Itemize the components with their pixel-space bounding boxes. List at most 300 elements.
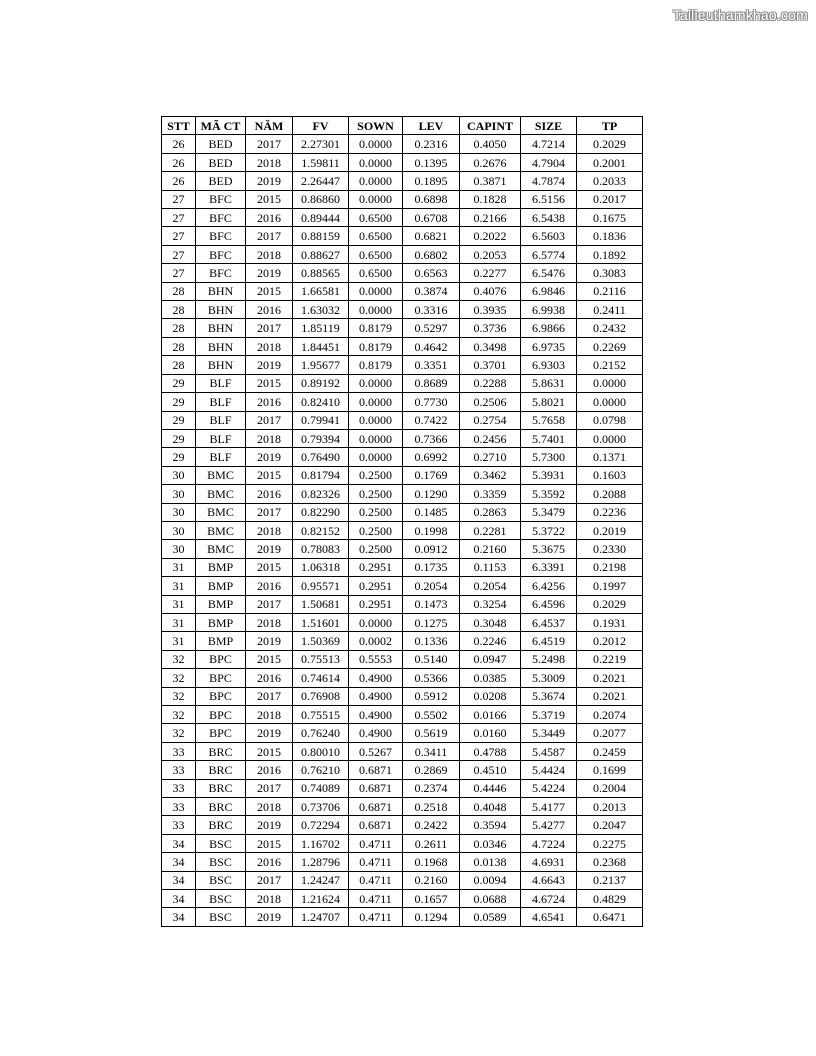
- table-row: [162, 282, 643, 300]
- cell-capint: 0.4446: [460, 779, 521, 797]
- table-row: [162, 871, 643, 889]
- cell-nam: 2018: [246, 245, 293, 263]
- cell-tp: 0.2001: [577, 153, 643, 171]
- cell-lev: 0.1895: [403, 172, 460, 190]
- cell-fv: 0.82326: [293, 485, 349, 503]
- cell-capint: 0.0138: [460, 853, 521, 871]
- cell-lev: 0.7422: [403, 411, 460, 429]
- cell-capint: 0.3871: [460, 172, 521, 190]
- cell-capint: 0.3254: [460, 595, 521, 613]
- table-row: [162, 337, 643, 355]
- cell-sown: 0.6871: [349, 798, 403, 816]
- cell-tp: 0.2137: [577, 871, 643, 889]
- cell-size: 4.7904: [521, 153, 577, 171]
- cell-ma-ct: BFC: [196, 190, 246, 208]
- cell-sown: 0.0000: [349, 282, 403, 300]
- cell-fv: 0.81794: [293, 466, 349, 484]
- cell-capint: 0.0094: [460, 871, 521, 889]
- cell-stt: 34: [162, 834, 196, 852]
- table-row: [162, 724, 643, 742]
- cell-size: 5.3009: [521, 669, 577, 687]
- cell-sown: 0.0000: [349, 411, 403, 429]
- cell-capint: 0.2166: [460, 209, 521, 227]
- cell-lev: 0.2869: [403, 761, 460, 779]
- cell-stt: 26: [162, 172, 196, 190]
- cell-lev: 0.6563: [403, 264, 460, 282]
- cell-ma-ct: BFC: [196, 227, 246, 245]
- cell-lev: 0.1294: [403, 908, 460, 926]
- cell-size: 6.4537: [521, 613, 577, 631]
- cell-fv: 0.75513: [293, 650, 349, 668]
- cell-capint: 0.2676: [460, 153, 521, 171]
- cell-sown: 0.0002: [349, 632, 403, 650]
- column-header-size: SIZE: [521, 117, 577, 135]
- cell-lev: 0.5502: [403, 706, 460, 724]
- cell-ma-ct: BHN: [196, 301, 246, 319]
- cell-size: 4.6931: [521, 853, 577, 871]
- cell-tp: 0.0000: [577, 429, 643, 447]
- cell-nam: 2017: [246, 595, 293, 613]
- cell-size: 6.4519: [521, 632, 577, 650]
- cell-ma-ct: BMP: [196, 595, 246, 613]
- cell-nam: 2015: [246, 374, 293, 392]
- cell-fv: 1.59811: [293, 153, 349, 171]
- cell-nam: 2016: [246, 577, 293, 595]
- cell-tp: 0.2012: [577, 632, 643, 650]
- cell-lev: 0.1290: [403, 485, 460, 503]
- cell-tp: 0.2116: [577, 282, 643, 300]
- cell-sown: 0.0000: [349, 393, 403, 411]
- cell-tp: 0.2275: [577, 834, 643, 852]
- cell-tp: 0.2074: [577, 706, 643, 724]
- cell-ma-ct: BSC: [196, 871, 246, 889]
- cell-fv: 0.88627: [293, 245, 349, 263]
- cell-lev: 0.3874: [403, 282, 460, 300]
- cell-tp: 0.0000: [577, 374, 643, 392]
- table-row: [162, 521, 643, 539]
- cell-fv: 1.16702: [293, 834, 349, 852]
- cell-stt: 33: [162, 816, 196, 834]
- column-header-nam: NĂM: [246, 117, 293, 135]
- cell-fv: 1.95677: [293, 356, 349, 374]
- cell-lev: 0.6708: [403, 209, 460, 227]
- table-row: [162, 595, 643, 613]
- cell-sown: 0.4900: [349, 724, 403, 742]
- cell-fv: 1.24707: [293, 908, 349, 926]
- cell-capint: 0.2506: [460, 393, 521, 411]
- cell-tp: 0.2021: [577, 669, 643, 687]
- cell-capint: 0.2022: [460, 227, 521, 245]
- cell-stt: 32: [162, 669, 196, 687]
- cell-ma-ct: BFC: [196, 264, 246, 282]
- cell-lev: 0.2374: [403, 779, 460, 797]
- cell-tp: 0.0000: [577, 393, 643, 411]
- cell-nam: 2017: [246, 503, 293, 521]
- watermark-text: Tailieuthamkhao.com: [672, 7, 808, 23]
- cell-stt: 33: [162, 798, 196, 816]
- cell-ma-ct: BED: [196, 172, 246, 190]
- cell-size: 6.9303: [521, 356, 577, 374]
- cell-stt: 28: [162, 356, 196, 374]
- cell-size: 5.4277: [521, 816, 577, 834]
- cell-stt: 27: [162, 209, 196, 227]
- cell-stt: 33: [162, 742, 196, 760]
- cell-nam: 2015: [246, 190, 293, 208]
- cell-lev: 0.6898: [403, 190, 460, 208]
- cell-lev: 0.5619: [403, 724, 460, 742]
- cell-sown: 0.6500: [349, 209, 403, 227]
- cell-fv: 0.75515: [293, 706, 349, 724]
- table-row: [162, 761, 643, 779]
- cell-nam: 2018: [246, 890, 293, 908]
- cell-tp: 0.2432: [577, 319, 643, 337]
- cell-size: 6.5438: [521, 209, 577, 227]
- table-row: [162, 798, 643, 816]
- header-row: [162, 117, 643, 135]
- cell-ma-ct: BRC: [196, 742, 246, 760]
- table-row: [162, 393, 643, 411]
- cell-lev: 0.2611: [403, 834, 460, 852]
- table-row: [162, 356, 643, 374]
- cell-capint: 0.3359: [460, 485, 521, 503]
- cell-size: 4.7874: [521, 172, 577, 190]
- cell-fv: 0.74614: [293, 669, 349, 687]
- cell-size: 5.2498: [521, 650, 577, 668]
- cell-tp: 0.2029: [577, 595, 643, 613]
- cell-ma-ct: BMP: [196, 632, 246, 650]
- cell-nam: 2019: [246, 908, 293, 926]
- table-row: [162, 153, 643, 171]
- cell-nam: 2016: [246, 853, 293, 871]
- cell-nam: 2017: [246, 411, 293, 429]
- cell-tp: 0.1892: [577, 245, 643, 263]
- cell-tp: 0.2330: [577, 540, 643, 558]
- cell-nam: 2016: [246, 669, 293, 687]
- cell-sown: 0.0000: [349, 429, 403, 447]
- cell-ma-ct: BHN: [196, 337, 246, 355]
- cell-fv: 0.73706: [293, 798, 349, 816]
- cell-stt: 28: [162, 337, 196, 355]
- cell-sown: 0.2951: [349, 577, 403, 595]
- cell-nam: 2016: [246, 393, 293, 411]
- cell-capint: 0.3701: [460, 356, 521, 374]
- cell-lev: 0.4642: [403, 337, 460, 355]
- cell-ma-ct: BMC: [196, 466, 246, 484]
- cell-stt: 32: [162, 687, 196, 705]
- cell-stt: 32: [162, 724, 196, 742]
- cell-ma-ct: BPC: [196, 669, 246, 687]
- cell-size: 6.5476: [521, 264, 577, 282]
- cell-fv: 0.82152: [293, 521, 349, 539]
- table-row: [162, 632, 643, 650]
- cell-ma-ct: BPC: [196, 687, 246, 705]
- table-header: [162, 117, 643, 135]
- cell-sown: 0.0000: [349, 613, 403, 631]
- cell-ma-ct: BHN: [196, 356, 246, 374]
- cell-stt: 29: [162, 374, 196, 392]
- cell-ma-ct: BSC: [196, 908, 246, 926]
- cell-fv: 0.88159: [293, 227, 349, 245]
- cell-nam: 2018: [246, 613, 293, 631]
- cell-size: 6.4596: [521, 595, 577, 613]
- cell-lev: 0.7730: [403, 393, 460, 411]
- cell-sown: 0.4900: [349, 669, 403, 687]
- cell-nam: 2018: [246, 521, 293, 539]
- table-row: [162, 503, 643, 521]
- cell-tp: 0.2017: [577, 190, 643, 208]
- cell-sown: 0.0000: [349, 448, 403, 466]
- table-row: [162, 264, 643, 282]
- cell-sown: 0.0000: [349, 374, 403, 392]
- cell-fv: 0.82410: [293, 393, 349, 411]
- cell-stt: 30: [162, 540, 196, 558]
- cell-nam: 2017: [246, 319, 293, 337]
- cell-tp: 0.2152: [577, 356, 643, 374]
- cell-lev: 0.1769: [403, 466, 460, 484]
- cell-sown: 0.0000: [349, 135, 403, 153]
- cell-ma-ct: BHN: [196, 319, 246, 337]
- cell-stt: 33: [162, 761, 196, 779]
- cell-capint: 0.2281: [460, 521, 521, 539]
- cell-ma-ct: BLF: [196, 429, 246, 447]
- cell-nam: 2016: [246, 761, 293, 779]
- cell-size: 6.5603: [521, 227, 577, 245]
- cell-lev: 0.0912: [403, 540, 460, 558]
- cell-fv: 0.79941: [293, 411, 349, 429]
- cell-capint: 0.0160: [460, 724, 521, 742]
- cell-fv: 0.88565: [293, 264, 349, 282]
- cell-sown: 0.6500: [349, 245, 403, 263]
- cell-stt: 29: [162, 448, 196, 466]
- cell-capint: 0.3594: [460, 816, 521, 834]
- cell-stt: 31: [162, 595, 196, 613]
- cell-lev: 0.3316: [403, 301, 460, 319]
- table-row: [162, 650, 643, 668]
- cell-stt: 27: [162, 245, 196, 263]
- cell-capint: 0.4048: [460, 798, 521, 816]
- cell-stt: 31: [162, 632, 196, 650]
- data-table: [161, 116, 643, 927]
- cell-size: 5.3722: [521, 521, 577, 539]
- cell-lev: 0.7366: [403, 429, 460, 447]
- table-row: [162, 577, 643, 595]
- table-row: [162, 485, 643, 503]
- column-header-tp: TP: [577, 117, 643, 135]
- cell-fv: 1.84451: [293, 337, 349, 355]
- cell-ma-ct: BLF: [196, 374, 246, 392]
- cell-lev: 0.1968: [403, 853, 460, 871]
- cell-sown: 0.4711: [349, 908, 403, 926]
- cell-ma-ct: BFC: [196, 245, 246, 263]
- cell-nam: 2019: [246, 172, 293, 190]
- cell-tp: 0.2368: [577, 853, 643, 871]
- cell-size: 5.4177: [521, 798, 577, 816]
- cell-stt: 34: [162, 908, 196, 926]
- cell-capint: 0.2456: [460, 429, 521, 447]
- cell-ma-ct: BED: [196, 153, 246, 171]
- cell-stt: 30: [162, 485, 196, 503]
- cell-lev: 0.1657: [403, 890, 460, 908]
- cell-capint: 0.1828: [460, 190, 521, 208]
- cell-sown: 0.6871: [349, 816, 403, 834]
- cell-stt: 28: [162, 282, 196, 300]
- table-row: [162, 209, 643, 227]
- cell-ma-ct: BSC: [196, 890, 246, 908]
- cell-capint: 0.3498: [460, 337, 521, 355]
- cell-size: 5.3479: [521, 503, 577, 521]
- cell-fv: 0.76908: [293, 687, 349, 705]
- cell-nam: 2015: [246, 282, 293, 300]
- cell-stt: 30: [162, 466, 196, 484]
- cell-stt: 28: [162, 301, 196, 319]
- cell-size: 6.5156: [521, 190, 577, 208]
- cell-lev: 0.2518: [403, 798, 460, 816]
- cell-size: 5.8631: [521, 374, 577, 392]
- cell-size: 5.3449: [521, 724, 577, 742]
- cell-lev: 0.1395: [403, 153, 460, 171]
- cell-lev: 0.3411: [403, 742, 460, 760]
- cell-capint: 0.2054: [460, 577, 521, 595]
- cell-nam: 2019: [246, 356, 293, 374]
- cell-capint: 0.1153: [460, 558, 521, 576]
- cell-stt: 30: [162, 503, 196, 521]
- cell-tp: 0.1675: [577, 209, 643, 227]
- cell-ma-ct: BRC: [196, 798, 246, 816]
- cell-lev: 0.1485: [403, 503, 460, 521]
- cell-lev: 0.2054: [403, 577, 460, 595]
- cell-nam: 2015: [246, 650, 293, 668]
- table-row: [162, 853, 643, 871]
- column-header-lev: LEV: [403, 117, 460, 135]
- cell-stt: 27: [162, 264, 196, 282]
- table-body: [162, 135, 643, 926]
- cell-ma-ct: BLF: [196, 393, 246, 411]
- cell-stt: 31: [162, 613, 196, 631]
- cell-sown: 0.8179: [349, 337, 403, 355]
- cell-capint: 0.3935: [460, 301, 521, 319]
- cell-tp: 0.2021: [577, 687, 643, 705]
- cell-sown: 0.4711: [349, 890, 403, 908]
- cell-nam: 2019: [246, 540, 293, 558]
- cell-sown: 0.8179: [349, 356, 403, 374]
- cell-sown: 0.0000: [349, 172, 403, 190]
- cell-nam: 2018: [246, 429, 293, 447]
- cell-tp: 0.1836: [577, 227, 643, 245]
- cell-capint: 0.2160: [460, 540, 521, 558]
- table-row: [162, 669, 643, 687]
- cell-sown: 0.2500: [349, 540, 403, 558]
- cell-ma-ct: BMC: [196, 540, 246, 558]
- cell-capint: 0.0346: [460, 834, 521, 852]
- table-row: [162, 908, 643, 926]
- cell-size: 4.7224: [521, 834, 577, 852]
- cell-capint: 0.2710: [460, 448, 521, 466]
- cell-fv: 1.66581: [293, 282, 349, 300]
- cell-stt: 27: [162, 190, 196, 208]
- cell-nam: 2018: [246, 798, 293, 816]
- cell-lev: 0.5366: [403, 669, 460, 687]
- cell-fv: 0.76240: [293, 724, 349, 742]
- cell-stt: 29: [162, 429, 196, 447]
- table-row: [162, 706, 643, 724]
- cell-nam: 2019: [246, 632, 293, 650]
- cell-fv: 0.76490: [293, 448, 349, 466]
- cell-tp: 0.2013: [577, 798, 643, 816]
- cell-tp: 0.1931: [577, 613, 643, 631]
- cell-stt: 30: [162, 521, 196, 539]
- cell-ma-ct: BMP: [196, 558, 246, 576]
- cell-tp: 0.2459: [577, 742, 643, 760]
- cell-size: 5.7300: [521, 448, 577, 466]
- cell-sown: 0.4900: [349, 687, 403, 705]
- cell-capint: 0.0947: [460, 650, 521, 668]
- table-row: [162, 448, 643, 466]
- cell-size: 5.3592: [521, 485, 577, 503]
- cell-lev: 0.1275: [403, 613, 460, 631]
- cell-fv: 0.89192: [293, 374, 349, 392]
- cell-sown: 0.2500: [349, 503, 403, 521]
- cell-fv: 2.26447: [293, 172, 349, 190]
- cell-sown: 0.2951: [349, 595, 403, 613]
- cell-size: 4.6541: [521, 908, 577, 926]
- cell-lev: 0.5912: [403, 687, 460, 705]
- cell-sown: 0.4711: [349, 871, 403, 889]
- cell-ma-ct: BMC: [196, 521, 246, 539]
- cell-sown: 0.0000: [349, 190, 403, 208]
- cell-capint: 0.3462: [460, 466, 521, 484]
- cell-lev: 0.2316: [403, 135, 460, 153]
- cell-nam: 2017: [246, 135, 293, 153]
- cell-size: 4.6724: [521, 890, 577, 908]
- cell-nam: 2019: [246, 724, 293, 742]
- cell-stt: 34: [162, 853, 196, 871]
- cell-capint: 0.2288: [460, 374, 521, 392]
- table-row: [162, 540, 643, 558]
- cell-size: 5.4424: [521, 761, 577, 779]
- cell-nam: 2015: [246, 466, 293, 484]
- cell-nam: 2015: [246, 558, 293, 576]
- column-header-stt: STT: [162, 117, 196, 135]
- cell-nam: 2019: [246, 816, 293, 834]
- cell-tp: 0.1997: [577, 577, 643, 595]
- cell-sown: 0.6500: [349, 264, 403, 282]
- cell-sown: 0.8179: [349, 319, 403, 337]
- cell-size: 5.4587: [521, 742, 577, 760]
- table-row: [162, 779, 643, 797]
- table-row: [162, 687, 643, 705]
- cell-sown: 0.2951: [349, 558, 403, 576]
- cell-sown: 0.5553: [349, 650, 403, 668]
- cell-tp: 0.2269: [577, 337, 643, 355]
- cell-tp: 0.1699: [577, 761, 643, 779]
- cell-tp: 0.1371: [577, 448, 643, 466]
- cell-nam: 2017: [246, 687, 293, 705]
- cell-nam: 2015: [246, 742, 293, 760]
- cell-tp: 0.2219: [577, 650, 643, 668]
- cell-sown: 0.4711: [349, 834, 403, 852]
- table-row: [162, 429, 643, 447]
- cell-fv: 0.86860: [293, 190, 349, 208]
- cell-fv: 0.78083: [293, 540, 349, 558]
- cell-nam: 2016: [246, 301, 293, 319]
- cell-size: 6.9938: [521, 301, 577, 319]
- cell-fv: 0.72294: [293, 816, 349, 834]
- cell-size: 5.3675: [521, 540, 577, 558]
- cell-ma-ct: BLF: [196, 448, 246, 466]
- cell-sown: 0.4900: [349, 706, 403, 724]
- cell-size: 5.8021: [521, 393, 577, 411]
- cell-lev: 0.5297: [403, 319, 460, 337]
